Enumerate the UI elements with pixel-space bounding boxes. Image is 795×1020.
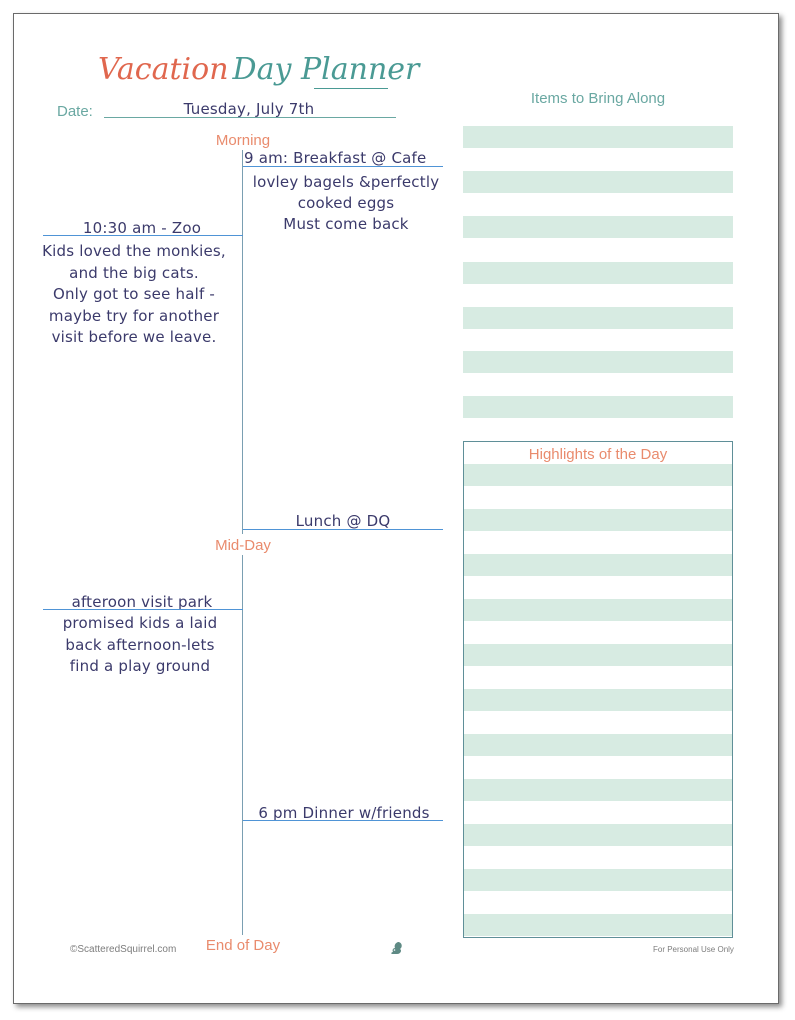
items-line[interactable] bbox=[463, 262, 733, 284]
zoo-line bbox=[43, 235, 243, 236]
breakfast-note: Must come back bbox=[283, 215, 409, 233]
highlights-line[interactable] bbox=[464, 689, 732, 711]
breakfast-title[interactable]: 9 am: Breakfast @ Cafe bbox=[244, 149, 427, 167]
highlights-line[interactable] bbox=[464, 824, 732, 846]
planner-page bbox=[13, 13, 779, 1004]
page-title bbox=[98, 52, 419, 88]
midday-label: Mid-Day bbox=[215, 537, 271, 554]
highlights-line[interactable] bbox=[464, 779, 732, 801]
highlights-line[interactable] bbox=[464, 464, 732, 486]
zoo-note: Kids loved the monkies, bbox=[42, 242, 226, 260]
highlights-line[interactable] bbox=[464, 644, 732, 666]
zoo-note: maybe try for another bbox=[48, 306, 220, 325]
footer-copyright: ©ScatteredSquirrel.com bbox=[70, 944, 177, 955]
highlights-box[interactable] bbox=[463, 441, 733, 938]
title-underline bbox=[314, 88, 388, 89]
breakfast-note: cooked eggs bbox=[297, 194, 395, 212]
dinner-title[interactable]: 6 pm Dinner w/friends bbox=[258, 804, 430, 822]
items-line[interactable] bbox=[463, 396, 733, 418]
morning-label: Morning bbox=[215, 132, 271, 149]
breakfast-note: lovley bagels &perfectly bbox=[252, 173, 440, 191]
items-line[interactable] bbox=[463, 126, 733, 148]
date-value[interactable]: Tuesday, July 7th bbox=[183, 100, 315, 118]
highlights-line[interactable] bbox=[464, 869, 732, 891]
dinner-line bbox=[243, 820, 443, 821]
zoo-notes bbox=[34, 241, 234, 349]
highlights-line[interactable] bbox=[464, 599, 732, 621]
highlights-title: Highlights of the Day bbox=[528, 446, 668, 463]
title-day-planner: Day Planner bbox=[232, 52, 420, 87]
end-of-day-label: End of Day bbox=[205, 937, 281, 954]
items-line[interactable] bbox=[463, 216, 733, 238]
highlights-line[interactable] bbox=[464, 554, 732, 576]
items-title: Items to Bring Along bbox=[530, 90, 666, 107]
items-line[interactable] bbox=[463, 171, 733, 193]
park-note: find a play ground bbox=[69, 657, 211, 675]
highlights-line[interactable] bbox=[464, 509, 732, 531]
date-label: Date: bbox=[57, 103, 93, 120]
zoo-note: visit before we leave. bbox=[51, 328, 217, 346]
footer-usage: For Personal Use Only bbox=[653, 945, 734, 954]
park-line bbox=[43, 609, 243, 610]
title-vacation: Vacation bbox=[98, 52, 229, 87]
breakfast-line bbox=[243, 166, 443, 167]
park-notes bbox=[40, 613, 240, 678]
highlights-line[interactable] bbox=[464, 734, 732, 756]
park-note: back afternoon-lets bbox=[65, 635, 215, 654]
park-title[interactable]: afteroon visit park bbox=[71, 593, 213, 611]
zoo-note: and the big cats. bbox=[69, 263, 199, 282]
park-note: promised kids a laid bbox=[62, 614, 218, 632]
highlights-line[interactable] bbox=[464, 914, 732, 936]
timeline-line-bottom bbox=[242, 555, 243, 935]
items-line[interactable] bbox=[463, 351, 733, 373]
lunch-title[interactable]: Lunch @ DQ bbox=[295, 512, 391, 530]
squirrel-icon bbox=[388, 940, 404, 956]
lunch-line bbox=[243, 529, 443, 530]
zoo-title[interactable]: 10:30 am - Zoo bbox=[82, 219, 202, 237]
date-line bbox=[104, 117, 396, 118]
items-line[interactable] bbox=[463, 307, 733, 329]
zoo-note: Only got to see half - bbox=[52, 285, 216, 303]
breakfast-notes bbox=[243, 172, 449, 235]
